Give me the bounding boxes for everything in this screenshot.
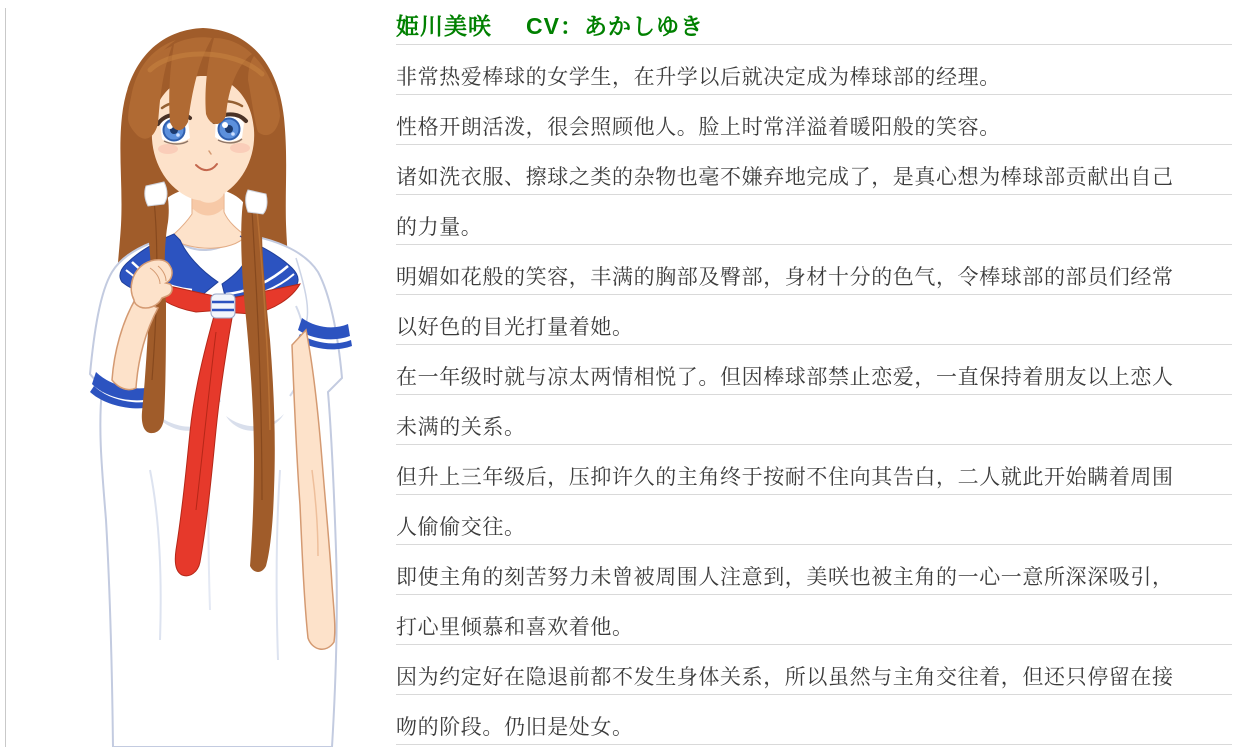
profile-line-text: 但升上三年级后，压抑许久的主角终于按耐不住向其告白，二人就此开始瞒着周围 [396,466,1174,489]
profile-line [396,545,1232,595]
profile-line-text: 诸如洗衣服、擦球之类的杂物也毫不嫌弃地完成了，是真心想为棒球部贡献出自己 [396,166,1174,189]
profile-line [396,145,1232,195]
character-name: 姫川美咲 [396,13,492,39]
profile-line [396,395,1232,445]
anime-girl-illustration [85,25,390,747]
character-portrait [85,25,390,747]
profile-line-text: 人偷偷交往。 [396,516,526,539]
tie-knot-ring [211,294,235,318]
cv-credit: CV：あかしゆき [526,13,704,39]
profile-line [396,445,1232,495]
profile-line-text: 明媚如花般的笑容，丰满的胸部及臀部，身材十分的色气，令棒球部的部员们经常 [396,266,1174,289]
profile-line-text: 非常热爱棒球的女学生，在升学以后就决定成为棒球部的经理。 [396,66,1001,89]
profile-line [396,245,1232,295]
profile-line [396,45,1232,95]
profile-line [396,595,1232,645]
profile-line [396,345,1232,395]
profile-line [396,495,1232,545]
profile-line [396,295,1232,345]
hair-tie-right [246,190,267,214]
profile-line-text: 吻的阶段。仍旧是处女。 [396,716,634,739]
title-row [396,8,1232,45]
profile-line-text: 未满的关系。 [396,416,526,439]
profile-line-text: 在一年级时就与凉太两情相悦了。但因棒球部禁止恋爱，一直保持着朋友以上恋人 [396,366,1174,389]
hair-tie-left [145,182,167,206]
profile-line [396,95,1232,145]
profile-text-column [396,8,1232,745]
profile-line-text: 的力量。 [396,216,483,239]
profile-line-text: 即使主角的刻苦努力未曾被周围人注意到，美咲也被主角的一心一意所深深吸引， [396,566,1174,589]
profile-line-text: 打心里倾慕和喜欢着他。 [396,616,634,639]
profile-line [396,195,1232,245]
profile-line-text: 性格开朗活泼，很会照顾他人。脸上时常洋溢着暖阳般的笑容。 [396,116,1001,139]
profile-line-text: 以好色的目光打量着她。 [396,316,634,339]
profile-line [396,695,1232,745]
profile-line-text: 因为约定好在隐退前都不发生身体关系，所以虽然与主角交往着，但还只停留在接 [396,666,1174,689]
profile-line [396,645,1232,695]
